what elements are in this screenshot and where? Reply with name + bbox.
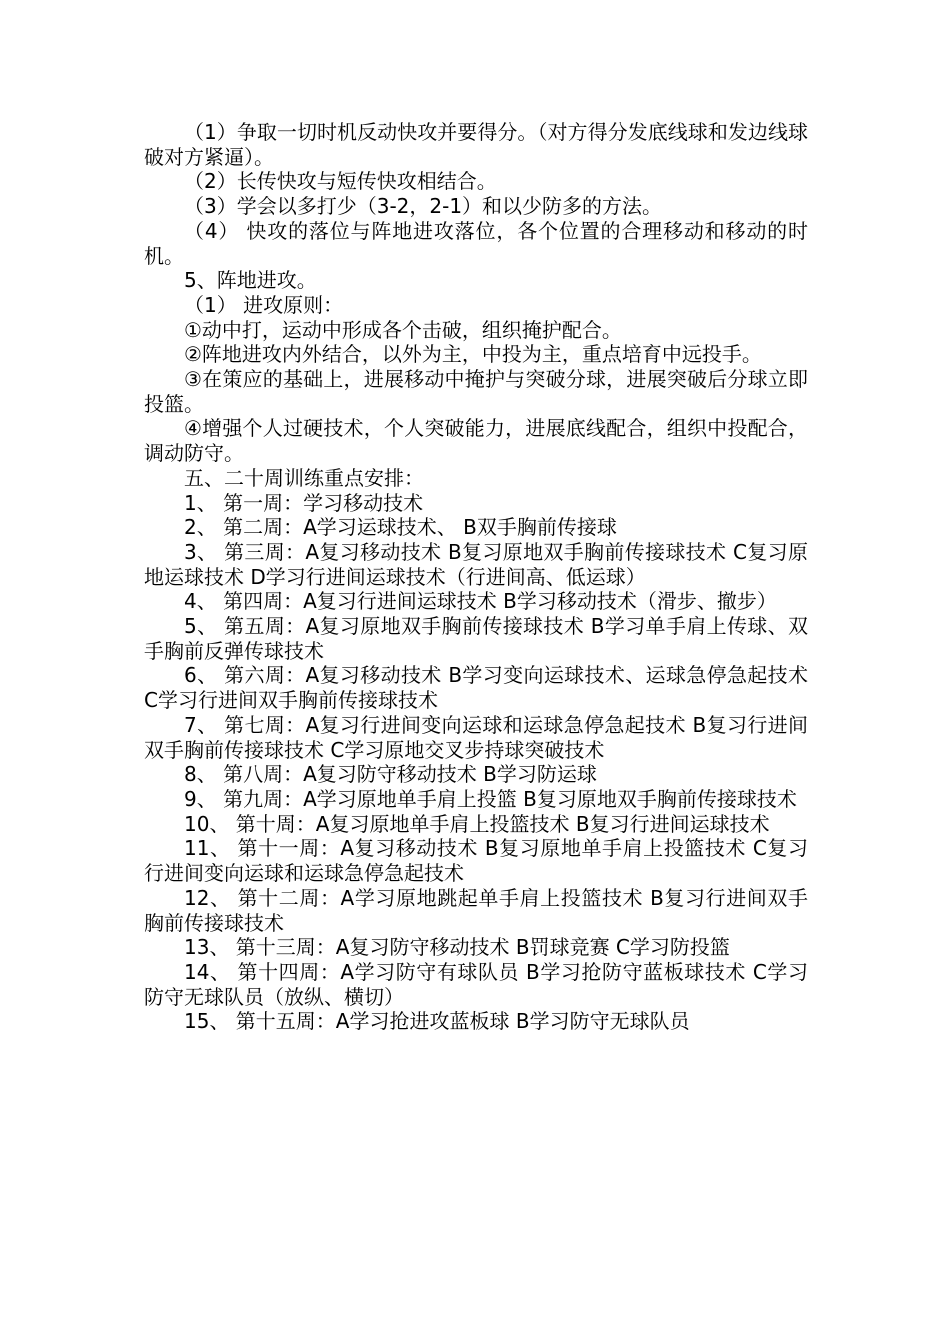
week-item: 13、 第十三周：A复习防守移动技术 B罚球竞赛 C学习防投篮 xyxy=(184,935,730,960)
paragraph: （3）学会以多打少（3-2，2-1）和以少防多的方法。 xyxy=(184,194,663,219)
week-item: 8、 第八周：A复习防守移动技术 B学习防运球 xyxy=(184,762,597,787)
week-item: 10、 第十周：A复习原地单手肩上投篮技术 B复习行进间运球技术 xyxy=(184,811,770,836)
week-item: 11、 第十一周：A复习移动技术 B复习原地单手肩上投篮技术 C复习行进间变向运球和运球急停急起技术 xyxy=(144,836,808,886)
week-item: 12、 第十二周：A学习原地跳起单手肩上投篮技术 B复习行进间双手胸前传接球技术 xyxy=(144,885,808,935)
week-item: 4、 第四周：A复习行进间运球技术 B学习移动技术（滑步、撤步） xyxy=(184,589,777,614)
week-item: 9、 第九周：A学习原地单手肩上投篮 B复习原地双手胸前传接球技术 xyxy=(184,786,797,811)
document-page xyxy=(144,120,815,1034)
paragraph: ④增强个人过硬技术，个人突破能力，进展底线配合，组织中投配合，调动防守。 xyxy=(144,416,808,466)
week-item: 2、 第二周：A学习运球技术、 B双手胸前传接球 xyxy=(184,515,617,540)
paragraph: ①动中打，运动中形成各个击破，组织掩护配合。 xyxy=(184,317,622,342)
paragraph: （1）争取一切时机反动快攻并要得分。（对方得分发底线球和发边线球破对方紧逼）。 xyxy=(144,120,808,169)
paragraph: （1） 进攻原则： xyxy=(184,292,344,317)
paragraph: ③在策应的基础上，进展移动中掩护与突破分球，进展突破后分球立即投篮。 xyxy=(144,367,808,416)
week-item: 7、 第七周：A复习行进间变向运球和运球急停急起技术 B复习行进间双手胸前传接球技术 C学习原地交叉步持球突破技术 xyxy=(144,712,808,762)
paragraph: （2）长传快攻与短传快攻相结合。 xyxy=(184,169,497,194)
week-item: 3、 第三周：A复习移动技术 B复习原地双手胸前传接球技术 C复习原地运球技术 D学习行进间运球技术（行进间高、低运球） xyxy=(144,539,808,589)
week-item: 15、 第十五周：A学习抢进攻蓝板球 B学习防守无球队员 xyxy=(184,1009,690,1034)
section-heading: 五、二十周训练重点安排： xyxy=(184,465,424,490)
week-item: 1、 第一周：学习移动技术 xyxy=(184,490,424,515)
paragraph: （4） 快攻的落位与阵地进攻落位，各个位置的合理移动和移动的时机。 xyxy=(144,218,808,268)
week-item: 5、 第五周：A复习原地双手胸前传接球技术 B学习单手肩上传球、双手胸前反弹传球技术 xyxy=(144,614,808,663)
section-heading: 5、阵地进攻。 xyxy=(184,268,317,293)
week-item: 14、 第十四周：A学习防守有球队员 B学习抢防守蓝板球技术 C学习防守无球队员（放纵、横切） xyxy=(144,959,808,1009)
week-item: 6、 第六周：A复习移动技术 B学习变向运球技术、运球急停急起技术 C学习行进间双手胸前传接球技术 xyxy=(144,663,815,713)
paragraph: ②阵地进攻内外结合，以外为主，中投为主，重点培育中远投手。 xyxy=(184,342,762,367)
